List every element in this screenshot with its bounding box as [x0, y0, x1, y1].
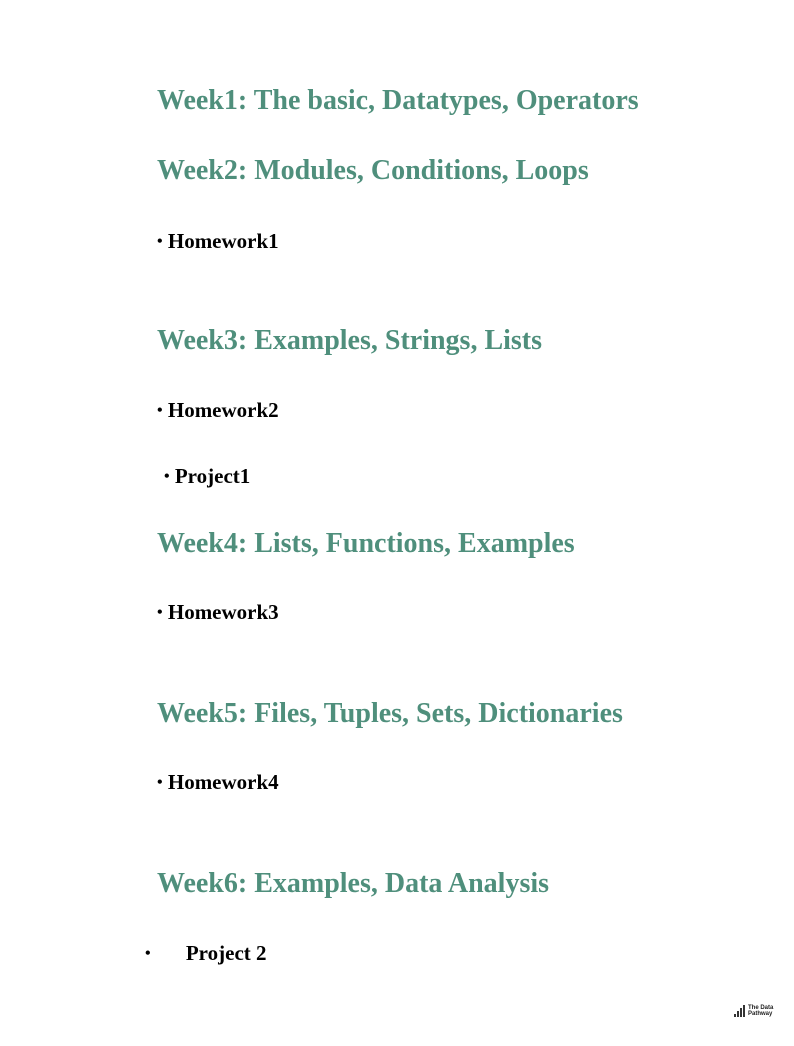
bullet-icon: •	[157, 774, 163, 791]
week5-heading: Week5: Files, Tuples, Sets, Dictionaries	[157, 698, 623, 729]
week6-heading: Week6: Examples, Data Analysis	[157, 868, 550, 899]
logo-text	[748, 1005, 773, 1017]
bullet-icon: •	[145, 945, 151, 962]
list-item-label: Homework1	[167, 229, 279, 253]
logo-text-line1: The Data	[748, 1005, 774, 1011]
bar-chart-icon	[734, 1005, 745, 1017]
bullet-icon: •	[157, 233, 163, 250]
week3-heading: Week3: Examples, Strings, Lists	[157, 325, 543, 356]
week1-heading: Week1: The basic, Datatypes, Operators	[157, 85, 639, 116]
logo-text-line2: Pathway	[748, 1011, 773, 1017]
list-item-label: Homework2	[167, 398, 279, 422]
bullet-icon: •	[157, 604, 163, 621]
list-item-label: Homework4	[167, 770, 279, 794]
bullet-icon: •	[157, 402, 163, 419]
list-item-label: Project 2	[185, 941, 267, 965]
list-item	[157, 769, 279, 796]
list-item-label: Project1	[174, 464, 251, 488]
logo	[734, 1001, 786, 1021]
list-item	[157, 228, 279, 255]
list-item	[164, 463, 250, 490]
bullet-icon: •	[164, 468, 170, 485]
list-item-label: Homework3	[167, 600, 279, 624]
list-item	[157, 599, 279, 626]
week2-heading: Week2: Modules, Conditions, Loops	[157, 155, 589, 186]
week4-heading: Week4: Lists, Functions, Examples	[157, 528, 575, 559]
list-item	[145, 940, 267, 967]
list-item	[157, 397, 279, 424]
